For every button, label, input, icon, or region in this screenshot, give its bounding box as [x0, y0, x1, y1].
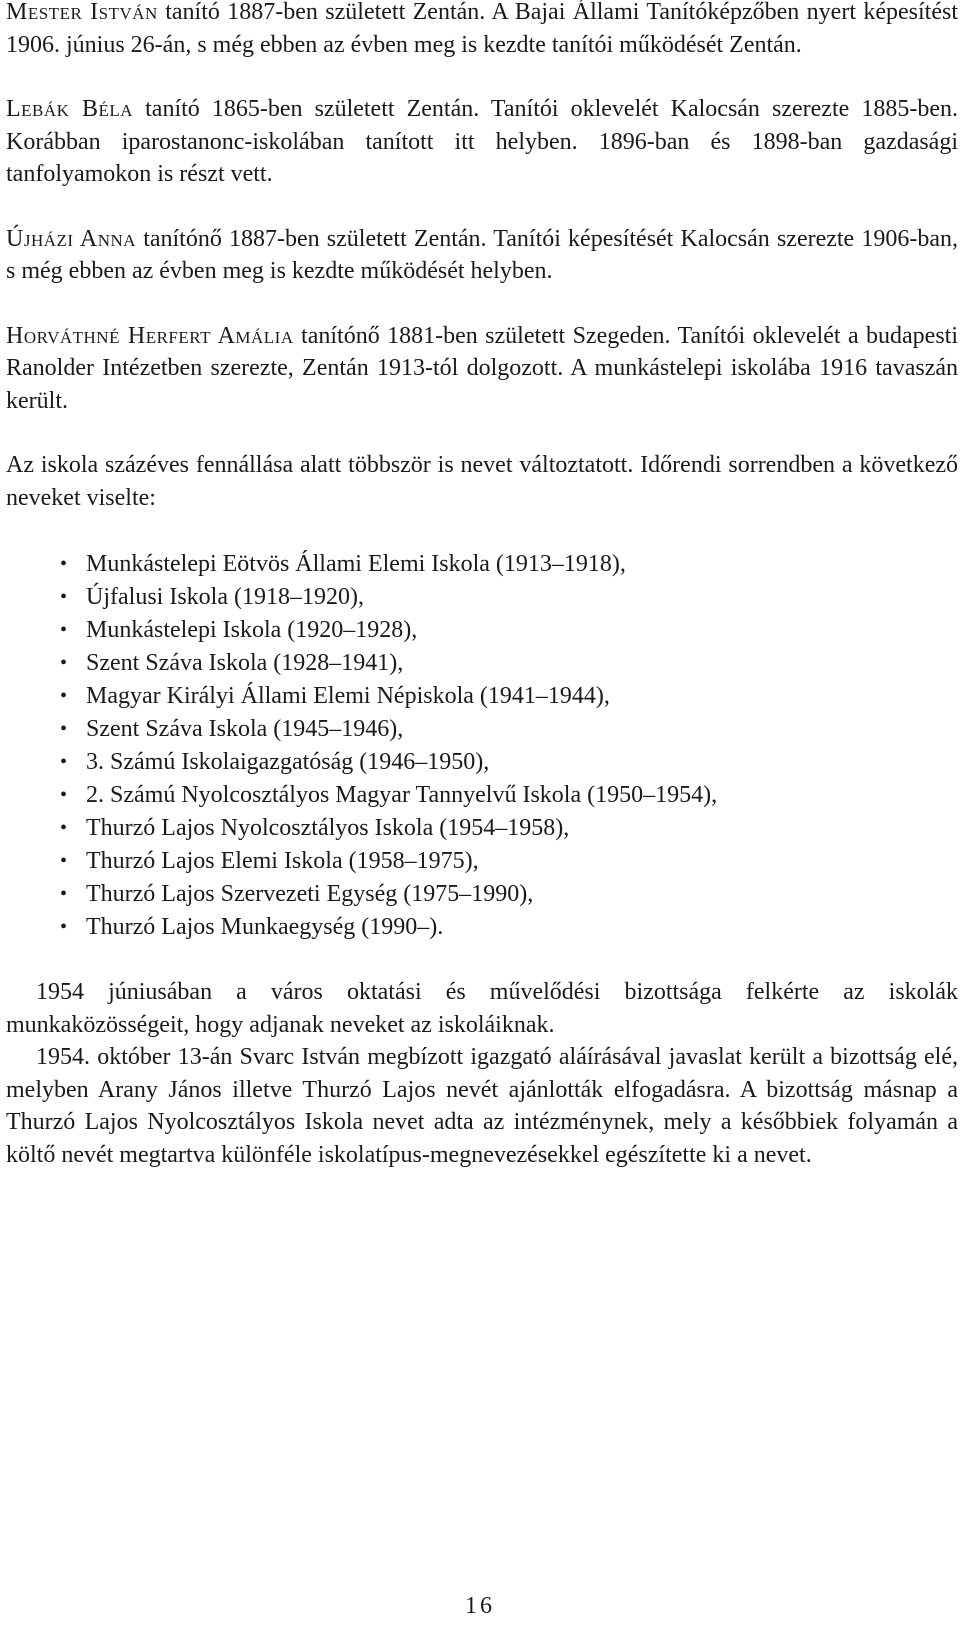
list-item-text: Munkástelepi Iskola (1920–1928),: [86, 617, 418, 643]
staff-description: tanítónő 1881-ben született Szegeden. Tanítói oklevelét a budapesti Ranolder Intézetben szerezte, Zentán 1913-tól dolgozott. A munkástelepi iskolába 1916 tavaszán került.: [6, 322, 959, 414]
staff-description: tanító 1865-ben született Zentán. Tanítói oklevelét Kalocsán szerezte 1885-ben. Korábban iparostanonc-iskolában tanított itt helyben. 1896-ban és 1898-ban gazdasági tanfolyamokon is részt vett.: [6, 96, 958, 187]
list-item: [6, 548, 958, 581]
list-item-text: 2. Számú Nyolcosztályos Magyar Tannyelvű Iskola (1950–1954),: [86, 782, 718, 808]
list-item: [6, 911, 958, 944]
list-item: [6, 779, 958, 812]
list-item: [6, 647, 958, 680]
list-item: [6, 614, 958, 647]
list-item-text: Thurzó Lajos Nyolcosztályos Iskola (1954–1958),: [86, 815, 570, 841]
bullet-icon: •: [60, 850, 68, 872]
list-item: [6, 680, 958, 713]
list-item-text: Thurzó Lajos Munkaegység (1990–).: [86, 914, 444, 940]
list-item-text: Szent Száva Iskola (1945–1946),: [86, 716, 404, 742]
staff-description: tanító 1887-ben született Zentán. A Bajai Állami Tanítóképzőben nyert képesítést 1906. június 26-án, s még ebben az évben meg is kezdte tanítói működését Zentán.: [6, 0, 959, 58]
list-item: [6, 581, 958, 614]
staff-name: Mester István: [6, 0, 158, 25]
bullet-icon: •: [60, 916, 68, 938]
bullet-icon: •: [60, 685, 68, 707]
staff-paragraph-horvathne: [6, 320, 958, 418]
list-item-text: Magyar Királyi Állami Elemi Népiskola (1941–1944),: [86, 683, 610, 709]
list-item: [6, 746, 958, 779]
bullet-icon: •: [60, 652, 68, 674]
staff-description: tanítónő 1887-ben született Zentán. Tanítói képesítését Kalocsán szerezte 1906-ban, s még ebben az évben meg is kezdte működését helyben.: [6, 225, 959, 284]
list-item: [6, 713, 958, 746]
school-names-intro: Az iskola százéves fennállása alatt többször is nevet változtatott. Időrendi sorrendben a következő neveket viselte:: [6, 452, 958, 511]
staff-paragraph-ujhazi: [6, 223, 958, 288]
staff-paragraph-mester: [6, 0, 958, 61]
list-item-text: Újfalusi Iskola (1918–1920),: [86, 584, 364, 610]
list-item: [6, 812, 958, 845]
bullet-icon: •: [60, 718, 68, 740]
staff-paragraph-lebak: [6, 93, 958, 191]
staff-name: Horváthné Herfert Amália: [6, 322, 294, 349]
list-item-text: Thurzó Lajos Szervezeti Egység (1975–1990),: [86, 881, 534, 907]
page-number: 16: [465, 1593, 495, 1619]
staff-name: Újházi Anna: [6, 225, 137, 252]
list-item-text: Thurzó Lajos Elemi Iskola (1958–1975),: [86, 848, 479, 874]
naming-history: [6, 976, 958, 1171]
school-names-list: [6, 548, 958, 944]
bullet-icon: •: [60, 784, 68, 806]
list-item-text: Szent Száva Iskola (1928–1941),: [86, 650, 404, 676]
history-paragraph: 1954. október 13-án Svarc István megbízott igazgató aláírásával javaslat került a bizottság elé, melyben Arany János illetve Thurzó Lajos nevét ajánlották elfogadásra. A bizottság másnap a Thurzó Lajos Nyolcosztályos Iskola nevet adta az intézménynek, mely a későbbiek folyamán a költő nevét megtartva különféle iskolatípus-megnevezésekkel egészítette ki a nevet.: [6, 1044, 958, 1168]
list-item-text: Munkástelepi Eötvös Állami Elemi Iskola (1913–1918),: [86, 551, 626, 577]
list-item: [6, 845, 958, 878]
bullet-icon: •: [60, 883, 68, 905]
list-item: [6, 878, 958, 911]
list-item-text: 3. Számú Iskolaigazgatóság (1946–1950),: [86, 749, 490, 775]
bullet-icon: •: [60, 619, 68, 641]
bullet-icon: •: [60, 751, 68, 773]
history-paragraph: 1954 júniusában a város oktatási és művelődési bizottsága felkérte az iskolák munkaközösségeit, hogy adjanak neveket az iskoláiknak.: [6, 979, 958, 1038]
bullet-icon: •: [60, 553, 68, 575]
bullet-icon: •: [60, 586, 68, 608]
staff-name: Lebák Béla: [6, 96, 134, 122]
document-page: [6, 0, 958, 1171]
bullet-icon: •: [60, 817, 68, 839]
